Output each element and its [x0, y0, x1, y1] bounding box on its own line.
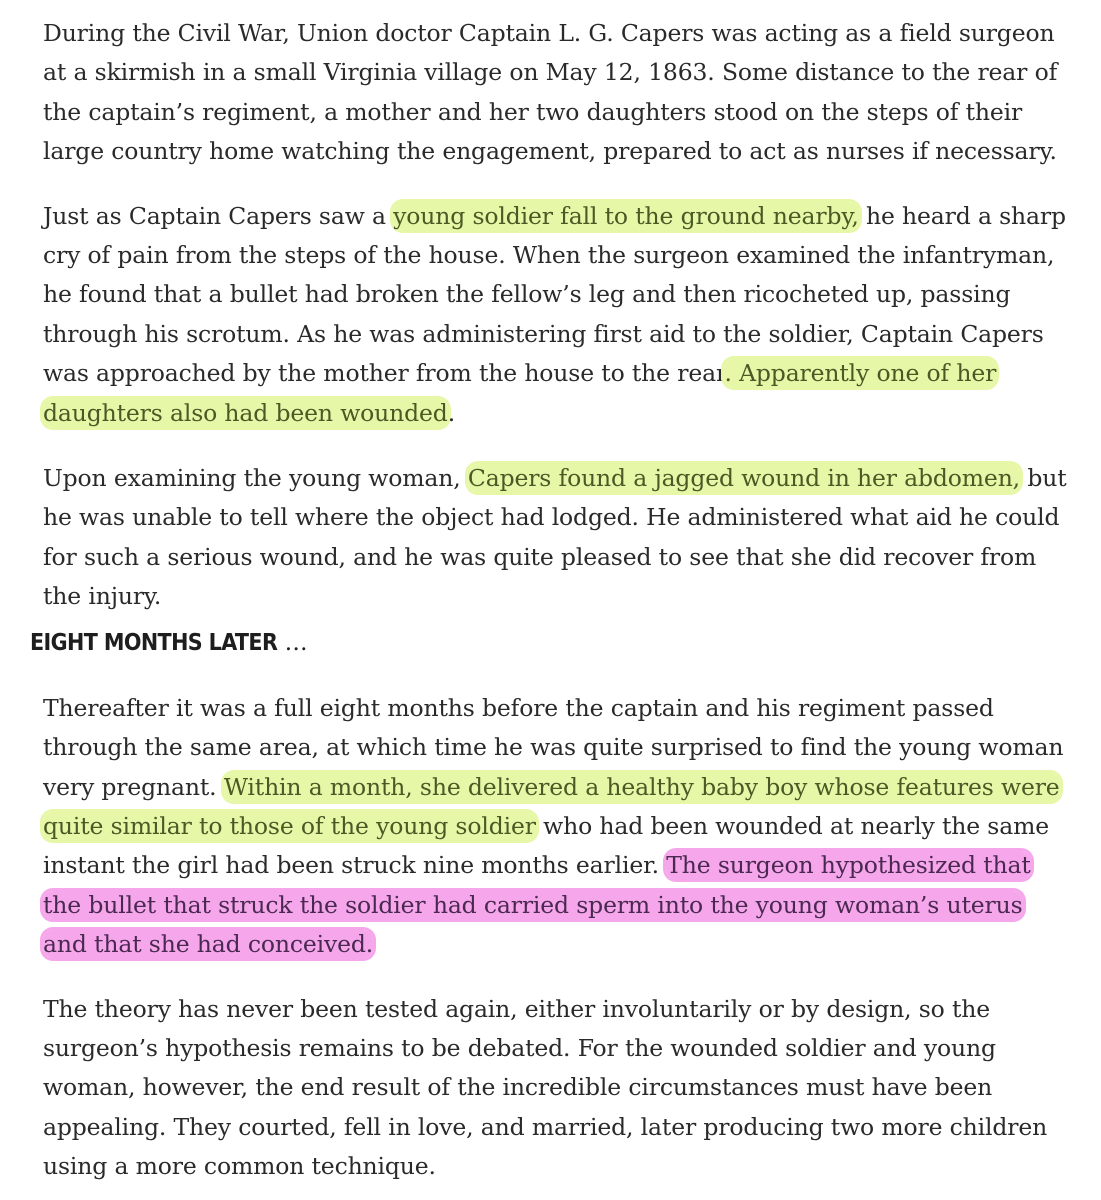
paragraph-4 [43, 689, 1073, 965]
paragraph-4-text-2: who had been wounded at nearly the same instant the girl had been struck nine months earlier. [43, 811, 1049, 880]
paragraph-2-text-3: . [447, 398, 456, 427]
paragraph-2-text-1: Just as Captain Capers saw a [43, 201, 394, 230]
paragraph-3-text-1: Upon examining the young woman, [43, 464, 468, 493]
highlight-abdomen-wound: Capers found a jagged wound in her abdomen, [467, 464, 1020, 493]
paragraph-2 [43, 197, 1073, 433]
section-heading-ellipsis: … [277, 629, 308, 656]
paragraph-5 [43, 990, 1073, 1187]
section-heading [30, 623, 1073, 663]
paragraph-5-text: The theory has never been tested again, either involuntarily or by design, so the surgeon’s hypothesis remains to be debated. For the wounded soldier and young woman, however, the end result of the incredible circumstances must have been appealing. They courted, fell in love, and married, later producing two more children using a more common technique. [43, 994, 1048, 1181]
section-heading-title: EIGHT MONTHS LATER [30, 629, 278, 656]
paragraph-1 [43, 14, 1073, 172]
paragraph-4-text-1: Thereafter it was a full eight months before the captain and his regiment passed through the same area, at which time he was quite surprised to find the young woman very pregnant. [43, 693, 1064, 801]
highlight-surgeon-hypothesis: The surgeon hypothesized that the bullet that struck the soldier had carried sperm into the young woman’s uterus and that she had conceived. [43, 851, 1031, 959]
paragraph-1-text: During the Civil War, Union doctor Captain L. G. Capers was acting as a field surgeon at a skirmish in a small Virginia village on May 12, 1863. Some distance to the rear of the captain’s regiment, a mother and her two daughters stood on the steps of their large country home watching the engagement, prepared to act as nurses if necessary. [43, 19, 1058, 166]
paragraph-3 [43, 459, 1073, 617]
highlight-daughter-wounded: . Apparently one of her daughters also had been wounded [43, 359, 997, 427]
paragraph-2-text-2: he heard a sharp cry of pain from the steps of the house. When the surgeon examined the infantryman, he found that a bullet had broken the fellow’s leg and then ricocheted up, passing through his scrotum. As he was administering first aid to the soldier, Captain Capers was approached by the mother from the house to the rear [43, 201, 1066, 388]
article-body [30, 14, 1073, 1187]
highlight-baby-boy: Within a month, she delivered a healthy baby boy whose features were quite similar to those of the young soldier [43, 772, 1060, 840]
highlight-soldier-falls: young soldier fall to the ground nearby, [393, 201, 859, 230]
paragraph-3-text-2: but he was unable to tell where the object had lodged. He administered what aid he could for such a serious wound, and he was quite pleased to see that she did recover from the injury. [43, 464, 1067, 611]
